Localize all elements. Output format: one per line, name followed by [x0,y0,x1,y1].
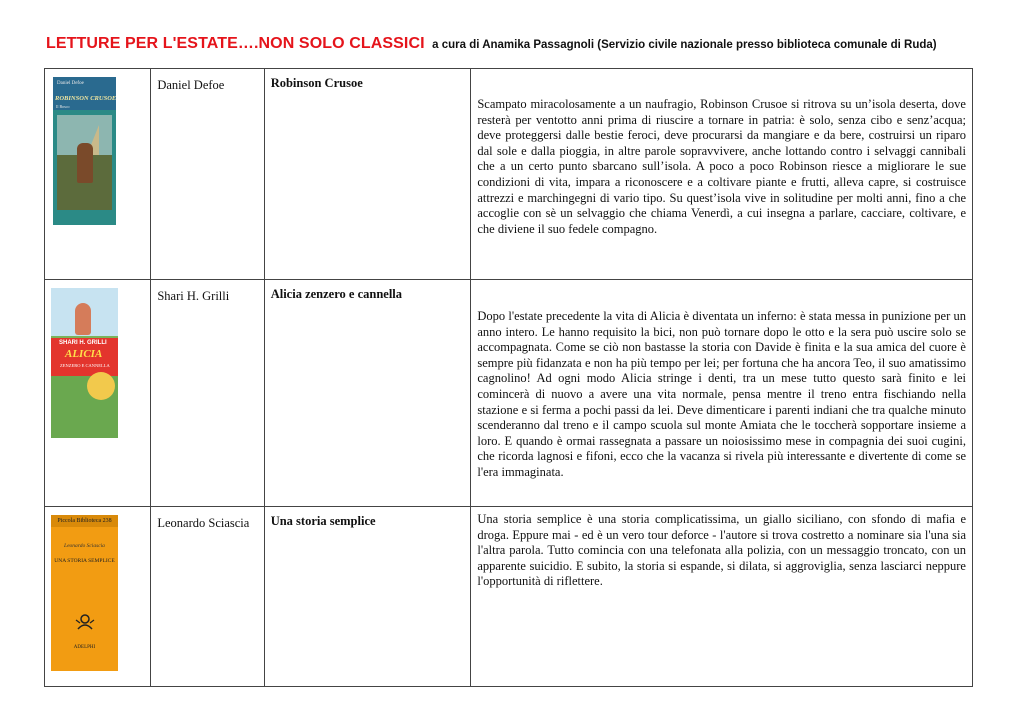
page-header [46,35,937,53]
cover-cell [45,507,151,687]
book-cover-una-storia-semplice [51,515,118,671]
page-subtitle: a cura di Anamika Passagnoli (Servizio civile nazionale presso biblioteca comunale di Ruda) [432,39,937,51]
table-row [45,280,973,507]
book-author: Shari H. Grilli [157,289,230,303]
cover-title: ALICIA [65,348,103,360]
book-cover-alicia [51,288,118,438]
page-title: LETTURE PER L'ESTATE….NON SOLO CLASSICI [46,35,425,52]
cover-author: SHARI H. GRILLI [59,340,107,346]
cover-series: Piccola Biblioteca 238 [51,515,118,527]
book-author: Leonardo Sciascia [157,516,250,530]
cover-subtitle: Il Bosco [56,104,70,109]
publisher-logo-icon [74,611,96,633]
cover-subtitle: ZENZERO E CANNELLA [60,363,110,368]
title-cell [264,69,471,280]
cover-cell [45,280,151,507]
book-description: Scampato miracolosamente a un naufragio, Robinson Crusoe si ritrova su un’isola deserta, dove resterà per ventotto anni prima di riuscire a tornare in patria: è solo, senza cibo e senz’acqua; deve proteggersi dalle bestie feroci, deve procurarsi da mangiare e da bere, costruirsi un riparo dal sole e dalla pioggia, in altre parole sopravvivere, anche lottando contro i selvaggi cannibali che a un certo punto sbarcano sull’isola. A poco a poco Robinson riesce a migliorare le sue condizioni di vita, impara a riconoscere e a coltivare piante e frutti, alleva capre, si costruisce attrezzi e marchingegni di vario tipo. Su quest’isola vive in solitudine per molti anni, fino a che accoglie con sè un selvaggio che chiama Venerdì, a cui insegna a parlare, cacciare, coltivare, e che diviene il suo fedele compagno. [477,97,966,236]
description-cell [471,69,973,280]
cover-publisher: ADELPHI [73,645,96,650]
table-row [45,69,973,280]
book-cover-robinson-crusoe [53,77,116,225]
title-cell [264,507,471,687]
description-cell [471,280,973,507]
author-cell [151,507,264,687]
cover-title: UNA STORIA SEMPLICE [54,558,115,564]
cover-title: ROBINSON CRUSOE [55,95,116,102]
cover-illustration [57,115,112,210]
description-cell [471,507,973,687]
book-description: Dopo l'estate precedente la vita di Alicia è diventata un inferno: è stata messa in punizione per un anno intero. Le hanno requisito la bici, non può tornare dopo le otto e la sera può uscire solo se accompagnata. Come se ciò non bastasse la storia con Davide è finita e la sua amica del cuore è sempre più fidanzata e non ha più tempo per lei; per fortuna che ha ancora Teo, il suo amatissimo cagnolino! Ad ogni modo Alicia stringe i denti, tra un mese tutto questo sarà finito e lei comincerà di nuovo a avere una vita normale, pensa mentre il treno entra fischiando nella stazione e si ferma a pochi passi da lei. Deve dimenticare i parenti indiani che tra qualche minuto scenderanno dal treno e il campo scuola sul monte Amiata che le toccherà sopportare insieme a loro. E quando è ormai rassegnata a passare un noiosissimo mese in compagnia dei suoi cugini, che ricorda lagnosi e fifoni, ecco che la vacanza si rivela più interessante e divertente di come se l'era immaginata. [477,309,966,479]
book-title: Robinson Crusoe [270,76,363,90]
table-row [45,507,973,687]
book-author: Daniel Defoe [157,78,225,92]
cover-author: Daniel Defoe [57,81,84,86]
book-description: Una storia semplice è una storia complicatissima, un giallo siciliano, con sfondo di mafia e droga. Eppure mai - ed è un vero tour deforce - l'autore si trova costretto a nominare sia l'una sia l'altra parola. Tutto comincia con una telefonata alla polizia, con un messaggio troncato, con un apparente suicidio. E subito, la storia si espande, si dilata, si aggroviglia, senza lasciarci neppure l'opportunità di riflettere. [477,512,966,589]
book-title: Alicia zenzero e cannella [270,287,403,301]
title-cell [264,280,471,507]
cover-cell [45,69,151,280]
books-table [44,68,973,687]
book-title: Una storia semplice [270,514,376,528]
cover-sticker [87,372,115,400]
author-cell [151,280,264,507]
cover-author: Leonardo Sciascia [64,543,105,549]
author-cell [151,69,264,280]
